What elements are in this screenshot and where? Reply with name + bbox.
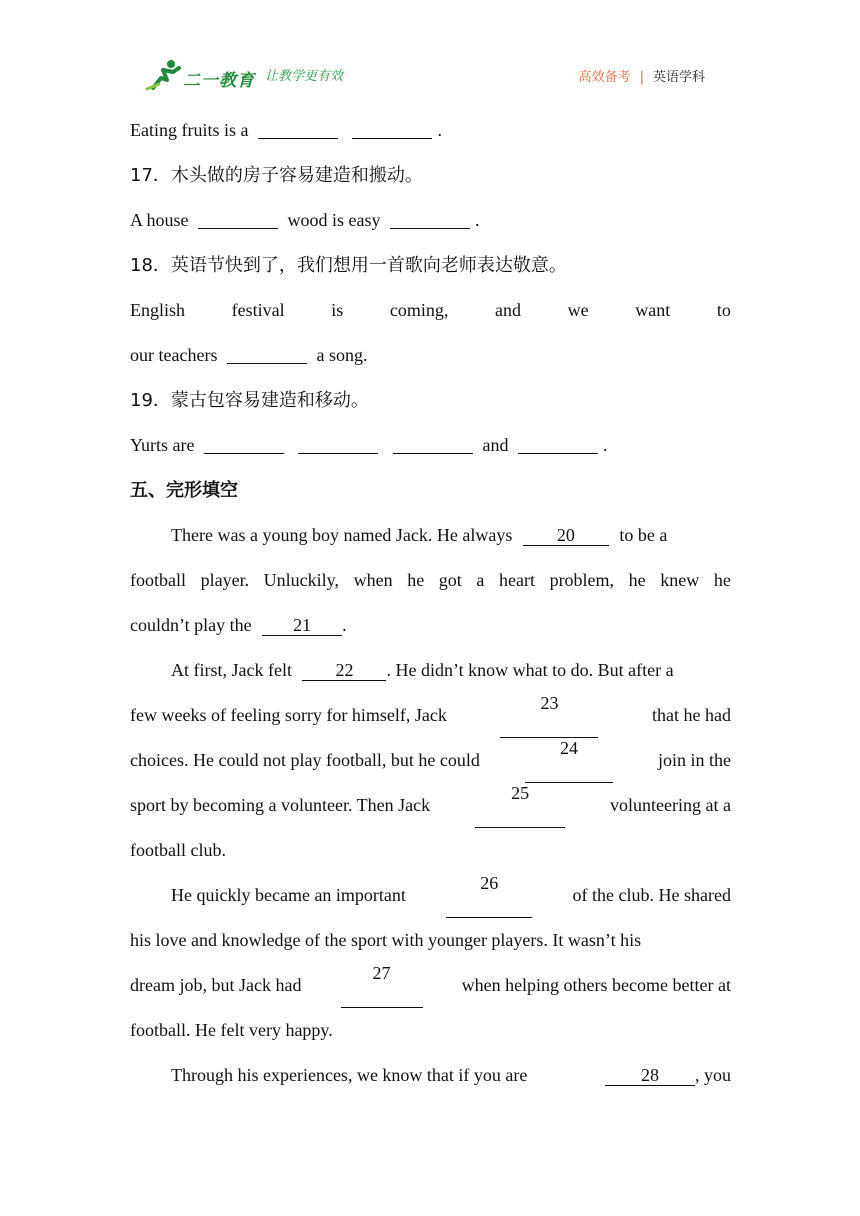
word: when [353, 570, 393, 590]
slogan: 让教学更有效 [265, 69, 344, 84]
answer-blank[interactable] [393, 435, 473, 454]
document-body [130, 108, 731, 1098]
blank-25[interactable]: 25 [475, 783, 565, 828]
blank-group [599, 1053, 731, 1098]
text: , you [695, 1065, 731, 1085]
text: sport by becoming a volunteer. Then Jack [130, 795, 431, 815]
word: knew [660, 570, 700, 590]
text: . [437, 120, 442, 140]
answer-blank[interactable] [390, 210, 470, 229]
passage-line [130, 873, 731, 918]
blank-23[interactable]: 23 [500, 693, 598, 738]
passage-line: football club. [130, 840, 226, 860]
passage-line [130, 648, 731, 693]
word: football [130, 570, 186, 590]
text: A house [130, 210, 189, 230]
text: . He didn’t know what to do. But after a [386, 660, 674, 680]
answer-line-16 [130, 108, 731, 153]
text: of the club. He shared [572, 885, 731, 905]
word: want [635, 300, 671, 320]
blank-22[interactable]: 22 [302, 660, 386, 681]
text: that he had [652, 705, 731, 725]
word: English [130, 300, 186, 320]
word: we [567, 300, 589, 320]
text: to be a [619, 525, 668, 545]
text: . [475, 210, 480, 230]
word: Unluckily, [263, 570, 339, 590]
text: choices. He could not play football, but he could [130, 750, 480, 770]
logo [145, 58, 257, 92]
text: couldn’t play the [130, 615, 252, 635]
question-18: 18．英语节快到了，我们想用一首歌向老师表达敬意。 [130, 255, 567, 276]
passage-line [130, 738, 731, 783]
blank-26[interactable]: 26 [446, 873, 532, 918]
blank-27[interactable]: 27 [341, 963, 423, 1008]
header-right [579, 66, 705, 85]
text: Yurts are [130, 435, 195, 455]
answer-line-18a [130, 288, 731, 333]
answer-line-18b [130, 333, 731, 378]
blank-21[interactable]: 21 [262, 615, 342, 636]
answer-line-17 [130, 198, 731, 243]
passage-line [130, 693, 731, 738]
word: to [716, 300, 731, 320]
word: got [438, 570, 462, 590]
word: heart [498, 570, 535, 590]
text: join in the [657, 750, 731, 770]
question-19: 19．蒙古包容易建造和移动。 [130, 390, 369, 411]
blank-24[interactable]: 24 [525, 738, 613, 783]
answer-blank[interactable] [198, 210, 278, 229]
word: he [407, 570, 425, 590]
passage-line [130, 603, 731, 648]
answer-line-19 [130, 423, 731, 468]
passage-line: football. He felt very happy. [130, 1020, 333, 1040]
word: problem, [549, 570, 615, 590]
logo-text: 二一教育 [183, 71, 255, 91]
answer-blank[interactable] [258, 120, 338, 139]
text: dream job, but Jack had [130, 975, 302, 995]
text: . [342, 615, 347, 635]
word: a [476, 570, 485, 590]
runner-logo-icon [145, 58, 185, 92]
word: festival [231, 300, 285, 320]
text: few weeks of feeling sorry for himself, Jack [130, 705, 447, 725]
passage-line [130, 783, 731, 828]
header-tag: 高效备考 [578, 70, 631, 85]
blank-28[interactable]: 28 [605, 1065, 695, 1086]
word: player. [200, 570, 250, 590]
text: Through his experiences, we know that if you are [171, 1065, 528, 1085]
text: Eating fruits is a [130, 120, 249, 140]
text: and [482, 435, 509, 455]
header-subject: 英语学科 [652, 70, 705, 85]
text: our teachers [130, 345, 218, 365]
answer-blank[interactable] [227, 345, 307, 364]
word: and [495, 300, 522, 320]
answer-blank[interactable] [298, 435, 378, 454]
text: . [602, 435, 608, 455]
text: There was a young boy named Jack. He always [171, 525, 513, 545]
word: coming, [389, 300, 449, 320]
text: He quickly became an important [171, 885, 406, 905]
passage-line [130, 1053, 731, 1098]
passage-line [130, 963, 731, 1008]
blank-20[interactable]: 20 [523, 525, 609, 546]
header-separator: | [639, 70, 644, 85]
answer-blank[interactable] [518, 435, 598, 454]
text: a song. [316, 345, 368, 365]
text: volunteering at a [610, 795, 731, 815]
text: At first, Jack felt [171, 660, 292, 680]
text: wood is easy [287, 210, 381, 230]
word: is [331, 300, 344, 320]
word: he [628, 570, 646, 590]
answer-blank[interactable] [204, 435, 284, 454]
passage-line [130, 513, 731, 558]
answer-blank[interactable] [352, 120, 432, 139]
passage-line: his love and knowledge of the sport with younger players. It wasn’t his [130, 930, 642, 950]
text: when helping others become better at [461, 975, 731, 995]
question-17: 17．木头做的房子容易建造和搬动。 [130, 165, 423, 186]
passage-line [130, 558, 731, 603]
page-header [145, 58, 715, 94]
section-title: 五、完形填空 [130, 480, 238, 501]
word: he [713, 570, 731, 590]
